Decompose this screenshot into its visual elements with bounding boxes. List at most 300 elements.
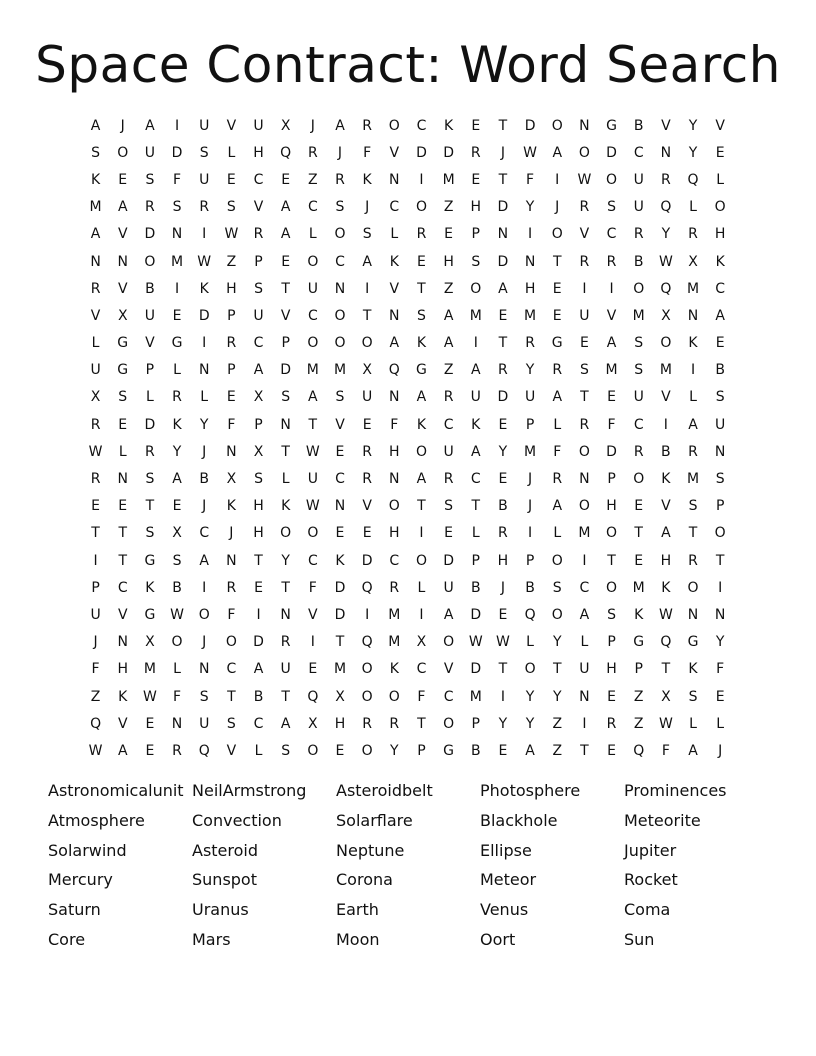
- grid-letter: N: [171, 226, 183, 243]
- grid-letter: L: [308, 226, 317, 243]
- grid-letter: R: [660, 171, 671, 188]
- grid-letter: C: [416, 117, 427, 134]
- grid-letter: R: [552, 471, 563, 488]
- grid-letter: Y: [525, 688, 535, 705]
- grid-letter: E: [471, 171, 481, 188]
- grid-letter: D: [171, 144, 183, 161]
- grid-letter: A: [470, 443, 481, 460]
- grid-letter: V: [226, 117, 237, 134]
- grid-letter: E: [308, 661, 318, 678]
- grid-letter: M: [388, 634, 401, 651]
- grid-letter: X: [253, 443, 264, 460]
- grid-letter: V: [253, 199, 264, 216]
- letter-grid: [82, 112, 734, 765]
- grid-letter: I: [419, 171, 424, 188]
- grid-letter: V: [117, 715, 128, 732]
- grid-letter: O: [687, 579, 699, 596]
- grid-letter: R: [145, 443, 155, 460]
- grid-letter: Q: [361, 579, 373, 596]
- grid-letter: U: [443, 443, 454, 460]
- grid-letter: O: [714, 525, 726, 542]
- word-list-item: Solarflare: [336, 810, 413, 830]
- grid-letter: F: [363, 144, 372, 161]
- grid-letter: S: [579, 362, 589, 379]
- grid-letter: R: [416, 226, 427, 243]
- grid-letter: M: [632, 307, 645, 324]
- grid-letter: C: [307, 199, 318, 216]
- grid-letter: O: [415, 552, 427, 569]
- grid-letter: C: [117, 579, 128, 596]
- grid-letter: P: [525, 552, 535, 569]
- grid-letter: Y: [498, 443, 508, 460]
- grid-letter: U: [443, 579, 454, 596]
- grid-letter: G: [443, 742, 455, 759]
- grid-letter: U: [144, 307, 156, 324]
- grid-letter: G: [551, 335, 563, 352]
- grid-letter: O: [388, 688, 400, 705]
- grid-letter: R: [253, 226, 264, 243]
- grid-letter: Y: [390, 742, 399, 759]
- grid-letter: N: [497, 226, 509, 243]
- grid-letter: R: [498, 362, 508, 379]
- grid-letter: S: [335, 199, 345, 216]
- grid-letter: O: [361, 688, 373, 705]
- grid-letter: C: [335, 253, 345, 270]
- grid-letter: S: [688, 688, 698, 705]
- grid-letter: E: [471, 117, 481, 134]
- grid-letter: F: [553, 443, 562, 460]
- grid-letter: W: [577, 171, 592, 188]
- grid-letter: P: [607, 471, 616, 488]
- grid-letter: N: [389, 471, 400, 488]
- grid-letter: A: [606, 335, 617, 352]
- grid-letter: E: [634, 552, 644, 569]
- grid-letter: K: [145, 579, 155, 596]
- grid-letter: R: [307, 144, 318, 161]
- grid-letter: R: [362, 715, 372, 732]
- grid-letter: S: [226, 199, 236, 216]
- grid-letter: L: [471, 525, 480, 542]
- grid-letter: O: [415, 199, 427, 216]
- grid-letter: H: [470, 199, 482, 216]
- grid-letter: Q: [660, 280, 672, 297]
- grid-letter: K: [118, 688, 128, 705]
- grid-letter: A: [661, 525, 671, 542]
- grid-letter: Z: [552, 742, 563, 759]
- grid-letter: E: [335, 742, 345, 759]
- grid-letter: L: [553, 416, 562, 433]
- word-list-item: Photosphere: [480, 781, 581, 800]
- grid-letter: N: [171, 715, 183, 732]
- grid-letter: S: [281, 742, 291, 759]
- grid-letter: J: [365, 199, 370, 216]
- grid-letter: A: [688, 742, 698, 759]
- grid-letter: L: [254, 742, 263, 759]
- word-list-item: Coma: [624, 900, 671, 920]
- grid-letter: U: [470, 389, 481, 406]
- grid-letter: T: [498, 661, 508, 678]
- grid-letter: D: [443, 552, 454, 569]
- grid-letter: A: [280, 199, 291, 216]
- grid-letter: Y: [525, 199, 535, 216]
- grid-letter: T: [118, 552, 128, 569]
- grid-letter: T: [580, 389, 589, 406]
- grid-letter: O: [334, 335, 346, 352]
- grid-letter: D: [416, 144, 427, 161]
- grid-letter: N: [280, 416, 291, 433]
- grid-letter: U: [144, 144, 156, 161]
- grid-letter: R: [688, 443, 698, 460]
- grid-letter: C: [715, 280, 726, 297]
- word-list-item: Saturn: [48, 900, 101, 920]
- grid-letter: O: [470, 280, 482, 297]
- grid-letter: N: [198, 661, 210, 678]
- grid-letter: O: [551, 117, 563, 134]
- grid-letter: T: [417, 280, 426, 297]
- grid-letter: A: [389, 335, 400, 352]
- grid-letter: U: [253, 117, 264, 134]
- grid-letter: T: [281, 280, 290, 297]
- grid-letter: W: [88, 742, 103, 759]
- word-list-item: Moon: [336, 929, 380, 949]
- grid-letter: D: [443, 144, 454, 161]
- grid-letter: S: [471, 253, 481, 270]
- grid-letter: R: [145, 199, 155, 216]
- grid-letter: Y: [172, 443, 182, 460]
- grid-letter: N: [714, 606, 726, 623]
- grid-letter: E: [335, 525, 345, 542]
- grid-letter: E: [579, 335, 589, 352]
- grid-letter: H: [253, 144, 264, 161]
- grid-letter: N: [117, 634, 128, 651]
- grid-letter: X: [661, 307, 671, 324]
- word-list-item: Sunspot: [192, 870, 257, 890]
- grid-letter: P: [607, 634, 616, 651]
- grid-letter: S: [145, 471, 155, 488]
- grid-letter: L: [390, 226, 399, 243]
- grid-letter: O: [714, 199, 726, 216]
- grid-letter: V: [90, 307, 101, 324]
- grid-letter: T: [661, 661, 671, 678]
- grid-letter: X: [253, 389, 264, 406]
- grid-letter: F: [661, 742, 670, 759]
- grid-letter: N: [714, 443, 726, 460]
- word-list-item: NeilArmstrong: [192, 781, 307, 800]
- grid-letter: O: [198, 606, 210, 623]
- grid-letter: S: [362, 226, 372, 243]
- grid-letter: S: [552, 579, 562, 596]
- grid-letter: M: [469, 307, 482, 324]
- grid-letter: L: [689, 389, 697, 406]
- grid-letter: I: [93, 552, 98, 569]
- grid-letter: A: [253, 661, 264, 678]
- word-list-item: Rocket: [624, 870, 678, 890]
- grid-letter: V: [606, 307, 617, 324]
- grid-letter: R: [389, 579, 400, 596]
- grid-letter: C: [307, 552, 318, 569]
- grid-letter: X: [172, 525, 182, 542]
- grid-letter: B: [470, 742, 481, 759]
- grid-letter: C: [633, 416, 644, 433]
- grid-letter: O: [280, 525, 292, 542]
- grid-letter: F: [716, 661, 725, 678]
- grid-letter: O: [117, 144, 129, 161]
- grid-letter: D: [470, 606, 482, 623]
- word-list-item: Sun: [624, 929, 655, 949]
- grid-letter: E: [172, 307, 182, 324]
- grid-letter: U: [362, 389, 373, 406]
- grid-letter: N: [280, 606, 291, 623]
- grid-letter: M: [89, 199, 102, 216]
- grid-letter: P: [254, 253, 263, 270]
- grid-letter: L: [118, 443, 127, 460]
- grid-letter: H: [660, 552, 672, 569]
- grid-letter: K: [416, 416, 427, 433]
- word-list-item: Convection: [192, 810, 282, 830]
- grid-letter: I: [174, 117, 180, 134]
- grid-letter: D: [144, 416, 156, 433]
- grid-letter: M: [632, 579, 645, 596]
- grid-letter: K: [715, 253, 725, 270]
- grid-letter: E: [715, 688, 725, 705]
- grid-letter: D: [334, 579, 346, 596]
- grid-letter: T: [417, 715, 426, 732]
- word-list-item: Asteroidbelt: [336, 781, 433, 800]
- grid-letter: T: [308, 416, 318, 433]
- grid-letter: T: [552, 253, 562, 270]
- grid-letter: P: [91, 579, 100, 596]
- grid-letter: T: [281, 579, 290, 596]
- grid-letter: E: [444, 226, 454, 243]
- grid-letter: I: [202, 226, 207, 243]
- grid-letter: K: [335, 552, 345, 569]
- grid-letter: L: [689, 199, 697, 216]
- grid-letter: X: [308, 715, 318, 732]
- grid-letter: S: [634, 362, 644, 379]
- grid-letter: A: [470, 362, 481, 379]
- grid-letter: R: [470, 144, 481, 161]
- grid-letter: G: [117, 335, 129, 352]
- grid-letter: H: [443, 253, 454, 270]
- grid-letter: V: [661, 498, 671, 515]
- grid-letter: O: [578, 443, 590, 460]
- grid-letter: C: [443, 688, 454, 705]
- grid-letter: G: [144, 552, 156, 569]
- grid-letter: H: [334, 715, 346, 732]
- word-list-item: Neptune: [336, 840, 405, 860]
- grid-letter: A: [715, 307, 725, 324]
- grid-letter: R: [525, 335, 535, 352]
- grid-letter: J: [528, 498, 533, 515]
- grid-letter: W: [496, 634, 510, 651]
- grid-letter: O: [606, 525, 618, 542]
- grid-letter: X: [145, 634, 155, 651]
- grid-letter: A: [172, 471, 182, 488]
- grid-letter: X: [688, 253, 698, 270]
- grid-letter: B: [253, 688, 264, 705]
- grid-letter: P: [715, 498, 725, 515]
- grid-letter: A: [253, 362, 264, 379]
- grid-letter: Y: [199, 416, 209, 433]
- grid-letter: R: [579, 199, 590, 216]
- grid-letter: J: [120, 117, 125, 134]
- grid-letter: S: [417, 307, 426, 324]
- grid-letter: C: [416, 661, 427, 678]
- grid-letter: R: [633, 226, 644, 243]
- grid-letter: M: [659, 362, 672, 379]
- grid-letter: H: [253, 525, 264, 542]
- grid-letter: R: [579, 416, 590, 433]
- grid-letter: P: [471, 226, 480, 243]
- grid-letter: Q: [280, 144, 292, 161]
- grid-letter: K: [661, 579, 671, 596]
- grid-letter: D: [497, 253, 509, 270]
- grid-letter: T: [607, 552, 616, 569]
- grid-letter: J: [202, 498, 207, 515]
- grid-letter: L: [716, 715, 725, 732]
- word-list-item: Mars: [192, 929, 231, 949]
- grid-letter: B: [199, 471, 209, 488]
- grid-letter: H: [226, 280, 237, 297]
- grid-letter: G: [687, 634, 699, 651]
- grid-letter: P: [227, 362, 236, 379]
- grid-letter: E: [145, 715, 155, 732]
- grid-letter: V: [117, 606, 128, 623]
- grid-letter: I: [202, 579, 207, 596]
- grid-letter: W: [523, 144, 537, 161]
- grid-letter: M: [686, 280, 700, 297]
- grid-letter: O: [443, 715, 455, 732]
- grid-letter: S: [715, 471, 725, 488]
- grid-letter: I: [718, 579, 723, 596]
- grid-letter: F: [390, 416, 399, 433]
- grid-letter: R: [90, 471, 101, 488]
- grid-letter: V: [280, 307, 291, 324]
- grid-letter: W: [142, 688, 157, 705]
- grid-letter: W: [468, 634, 483, 651]
- grid-letter: E: [444, 525, 454, 542]
- grid-letter: I: [690, 362, 696, 379]
- grid-letter: R: [443, 471, 454, 488]
- grid-letter: Y: [281, 552, 290, 569]
- grid-letter: J: [229, 525, 234, 542]
- grid-letter: E: [417, 253, 426, 270]
- grid-letter: Z: [443, 280, 454, 297]
- grid-letter: T: [498, 171, 508, 188]
- grid-letter: N: [389, 307, 400, 324]
- grid-letter: J: [718, 742, 723, 759]
- grid-letter: A: [552, 498, 563, 515]
- grid-letter: K: [90, 171, 101, 188]
- grid-letter: X: [280, 117, 291, 134]
- grid-letter: E: [91, 498, 100, 515]
- grid-letter: A: [117, 742, 128, 759]
- grid-letter: X: [416, 634, 427, 651]
- grid-letter: C: [579, 579, 590, 596]
- grid-letter: S: [254, 471, 263, 488]
- grid-letter: N: [198, 362, 210, 379]
- grid-letter: X: [117, 307, 128, 324]
- grid-letter: O: [443, 634, 455, 651]
- word-list-item: Prominences: [624, 781, 727, 800]
- grid-letter: B: [470, 579, 481, 596]
- grid-letter: D: [334, 606, 346, 623]
- grid-letter: N: [579, 471, 590, 488]
- grid-letter: C: [253, 335, 264, 352]
- grid-letter: E: [281, 171, 291, 188]
- grid-letter: F: [607, 416, 616, 433]
- grid-letter: Y: [688, 144, 698, 161]
- grid-letter: R: [172, 389, 182, 406]
- grid-letter: O: [361, 335, 373, 352]
- grid-letter: O: [225, 634, 237, 651]
- grid-letter: O: [606, 579, 618, 596]
- word-list-item: Earth: [336, 900, 379, 920]
- word-list-item: Meteorite: [624, 810, 701, 830]
- grid-letter: K: [172, 416, 182, 433]
- grid-letter: K: [362, 171, 372, 188]
- grid-letter: Y: [661, 226, 671, 243]
- grid-letter: V: [335, 416, 345, 433]
- grid-letter: Z: [443, 362, 454, 379]
- grid-letter: L: [145, 389, 154, 406]
- grid-letter: D: [606, 443, 617, 460]
- grid-letter: F: [227, 416, 236, 433]
- grid-letter: S: [145, 525, 155, 542]
- grid-letter: D: [361, 552, 373, 569]
- grid-letter: Q: [307, 688, 319, 705]
- grid-letter: N: [524, 253, 536, 270]
- grid-letter: R: [280, 634, 291, 651]
- grid-letter: R: [633, 443, 644, 460]
- grid-letter: R: [688, 226, 698, 243]
- grid-letter: V: [226, 742, 237, 759]
- grid-letter: L: [91, 335, 100, 352]
- grid-letter: C: [307, 307, 318, 324]
- grid-letter: A: [498, 280, 508, 297]
- grid-letter: W: [658, 715, 673, 732]
- grid-letter: O: [633, 280, 645, 297]
- grid-letter: N: [389, 389, 400, 406]
- grid-letter: O: [551, 606, 563, 623]
- grid-letter: R: [443, 389, 454, 406]
- grid-letter: E: [362, 416, 372, 433]
- grid-letter: B: [498, 498, 508, 515]
- grid-letter: O: [144, 253, 156, 270]
- grid-letter: O: [361, 742, 373, 759]
- grid-letter: U: [715, 416, 726, 433]
- grid-letter: A: [280, 226, 291, 243]
- grid-letter: A: [443, 606, 454, 623]
- grid-letter: C: [253, 171, 264, 188]
- grid-letter: Z: [552, 715, 563, 732]
- grid-letter: O: [551, 226, 563, 243]
- grid-letter: S: [688, 498, 698, 515]
- grid-letter: D: [470, 661, 482, 678]
- grid-letter: D: [253, 634, 264, 651]
- grid-letter: W: [658, 253, 673, 270]
- grid-letter: A: [145, 117, 155, 134]
- grid-letter: P: [145, 362, 155, 379]
- grid-letter: D: [198, 307, 210, 324]
- grid-letter: N: [389, 171, 400, 188]
- grid-letter: Y: [498, 715, 508, 732]
- grid-letter: L: [281, 471, 290, 488]
- grid-letter: R: [606, 253, 617, 270]
- grid-letter: A: [525, 742, 535, 759]
- grid-letter: M: [605, 362, 618, 379]
- grid-letter: R: [362, 471, 372, 488]
